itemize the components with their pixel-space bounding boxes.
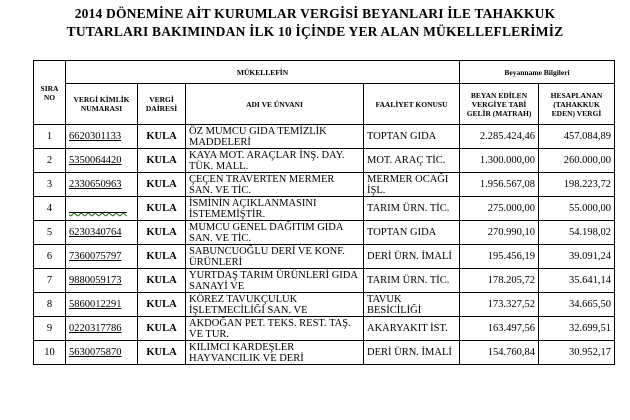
declared-income: 275.000,00 xyxy=(460,197,539,221)
activity: TOPTAN GIDA xyxy=(364,125,460,149)
taxpayer-name: KILIMCI KARDEŞLER HAYVANCILIK VE DERİ xyxy=(186,341,364,365)
row-number: 2 xyxy=(34,149,66,173)
activity: MERMER OCAĞI İŞL. xyxy=(364,173,460,197)
page-title-line-1: 2014 DÖNEMİNE AİT KURUMLAR VERGİSİ BEYANLARI İLE TAHAKKUK xyxy=(74,6,556,21)
taxpayer-name: SABUNCUOĞLU DERİ VE KONF. ÜRÜNLERİ xyxy=(186,245,364,269)
assessed-tax: 54.198,02 xyxy=(539,221,615,245)
tax-id: 5860012291 xyxy=(66,293,138,317)
taxpayer-name: MUMCU GENEL DAĞITIM GIDA SAN. VE TİC. xyxy=(186,221,364,245)
declared-income: 195.456,19 xyxy=(460,245,539,269)
tax-office: KULA xyxy=(138,221,186,245)
header-mukellefin: MÜKELLEFİN xyxy=(66,61,460,84)
header-matrah: BEYAN EDİLEN VERGİYE TABİ GELİR (MATRAH) xyxy=(460,84,539,125)
declared-income: 173.327,52 xyxy=(460,293,539,317)
row-number: 9 xyxy=(34,317,66,341)
tax-office: KULA xyxy=(138,317,186,341)
assessed-tax: 198.223,72 xyxy=(539,173,615,197)
tax-id: 5630075870 xyxy=(66,341,138,365)
tax-office: KULA xyxy=(138,149,186,173)
tax-id: 6620301133 xyxy=(66,125,138,149)
table-row xyxy=(34,125,615,149)
table-row xyxy=(34,197,615,221)
taxpayer-name: İSMİNİN AÇIKLANMASINI İSTEMEMİŞTİR. xyxy=(186,197,364,221)
row-number: 8 xyxy=(34,293,66,317)
header-faaliyet: FAALİYET KONUSU xyxy=(364,84,460,125)
declared-income: 154.760,84 xyxy=(460,341,539,365)
header-adi-unvani: ADI VE ÜNVANI xyxy=(186,84,364,125)
row-number: 10 xyxy=(34,341,66,365)
table-row xyxy=(34,293,615,317)
taxpayer-name: AKDOĞAN PET. TEKS. REST. TAŞ. VE TUR. xyxy=(186,317,364,341)
table-row xyxy=(34,149,615,173)
taxpayer-name: ÇEÇEN TRAVERTEN MERMER SAN. VE TİC. xyxy=(186,173,364,197)
tax-office: KULA xyxy=(138,173,186,197)
assessed-tax: 55.000,00 xyxy=(539,197,615,221)
tax-office: KULA xyxy=(138,269,186,293)
declared-income: 2.285.424,46 xyxy=(460,125,539,149)
tax-office: KULA xyxy=(138,293,186,317)
header-sira-no: SIRA NO xyxy=(34,61,66,125)
tax-id: 9880059173 xyxy=(66,269,138,293)
activity: AKARYAKIT İST. xyxy=(364,317,460,341)
taxpayer-name: YURTDAŞ TARIM ÜRÜNLERİ GIDA SANAYİ VE xyxy=(186,269,364,293)
table-row xyxy=(34,317,615,341)
activity: TARIM ÜRN. TİC. xyxy=(364,197,460,221)
taxpayer-name: KÖREZ TAVUKÇULUK İŞLETMECİLİĞİ SAN. VE xyxy=(186,293,364,317)
assessed-tax: 260.000,00 xyxy=(539,149,615,173)
assessed-tax: 39.091,24 xyxy=(539,245,615,269)
row-number: 1 xyxy=(34,125,66,149)
declared-income: 178.205,72 xyxy=(460,269,539,293)
row-number: 7 xyxy=(34,269,66,293)
tax-office: KULA xyxy=(138,245,186,269)
header-vergi-dairesi: VERGİ DAİRESİ xyxy=(138,84,186,125)
header-vkn: VERGİ KİMLİK NUMARASI xyxy=(66,84,138,125)
declared-income: 270.990,10 xyxy=(460,221,539,245)
table-row xyxy=(34,269,615,293)
row-number: 3 xyxy=(34,173,66,197)
tax-id: 0220317786 xyxy=(66,317,138,341)
tax-id: 7360075797 xyxy=(66,245,138,269)
activity: DERİ ÜRN. İMALİ xyxy=(364,245,460,269)
taxpayer-name: ÖZ MUMCU GIDA TEMİZLİK MADDELERİ xyxy=(186,125,364,149)
tax-id: 5350064420 xyxy=(66,149,138,173)
tax-id: 2330650963 xyxy=(66,173,138,197)
assessed-tax: 32.699,51 xyxy=(539,317,615,341)
tax-id: 6230340764 xyxy=(66,221,138,245)
tax-office: KULA xyxy=(138,341,186,365)
table-row xyxy=(34,341,615,365)
assessed-tax: 457.084,89 xyxy=(539,125,615,149)
assessed-tax: 30.952,17 xyxy=(539,341,615,365)
activity: DERİ ÜRN. İMALİ xyxy=(364,341,460,365)
row-number: 6 xyxy=(34,245,66,269)
tax-office: KULA xyxy=(138,197,186,221)
assessed-tax: 34.665,50 xyxy=(539,293,615,317)
assessed-tax: 35.641,14 xyxy=(539,269,615,293)
table-row xyxy=(34,221,615,245)
taxpayer-name: KAYA MOT. ARAÇLAR İNŞ. DAY. TÜK. MALL. xyxy=(186,149,364,173)
blank-tax-id-mark xyxy=(69,203,127,214)
activity: MOT. ARAÇ TİC. xyxy=(364,149,460,173)
row-number: 5 xyxy=(34,221,66,245)
table-row xyxy=(34,245,615,269)
tax-id xyxy=(66,197,138,221)
table-row xyxy=(34,173,615,197)
page-title-line-2: TUTARLARI BAKIMINDAN İLK 10 İÇİNDE YER ALAN MÜKELLEFLERİMİZ xyxy=(66,24,564,39)
activity: TOPTAN GIDA xyxy=(364,221,460,245)
activity: TAVUK BESİCİLİĞİ xyxy=(364,293,460,317)
taxpayers-table xyxy=(33,60,615,365)
activity: TARIM ÜRN. TİC. xyxy=(364,269,460,293)
header-beyanname: Beyanname Bilgileri xyxy=(460,61,615,84)
declared-income: 1.300.000,00 xyxy=(460,149,539,173)
header-hesaplanan: HESAPLANAN (TAHAKKUK EDEN) VERGİ xyxy=(539,84,615,125)
declared-income: 163.497,56 xyxy=(460,317,539,341)
declared-income: 1.956.567,08 xyxy=(460,173,539,197)
tax-office: KULA xyxy=(138,125,186,149)
row-number: 4 xyxy=(34,197,66,221)
